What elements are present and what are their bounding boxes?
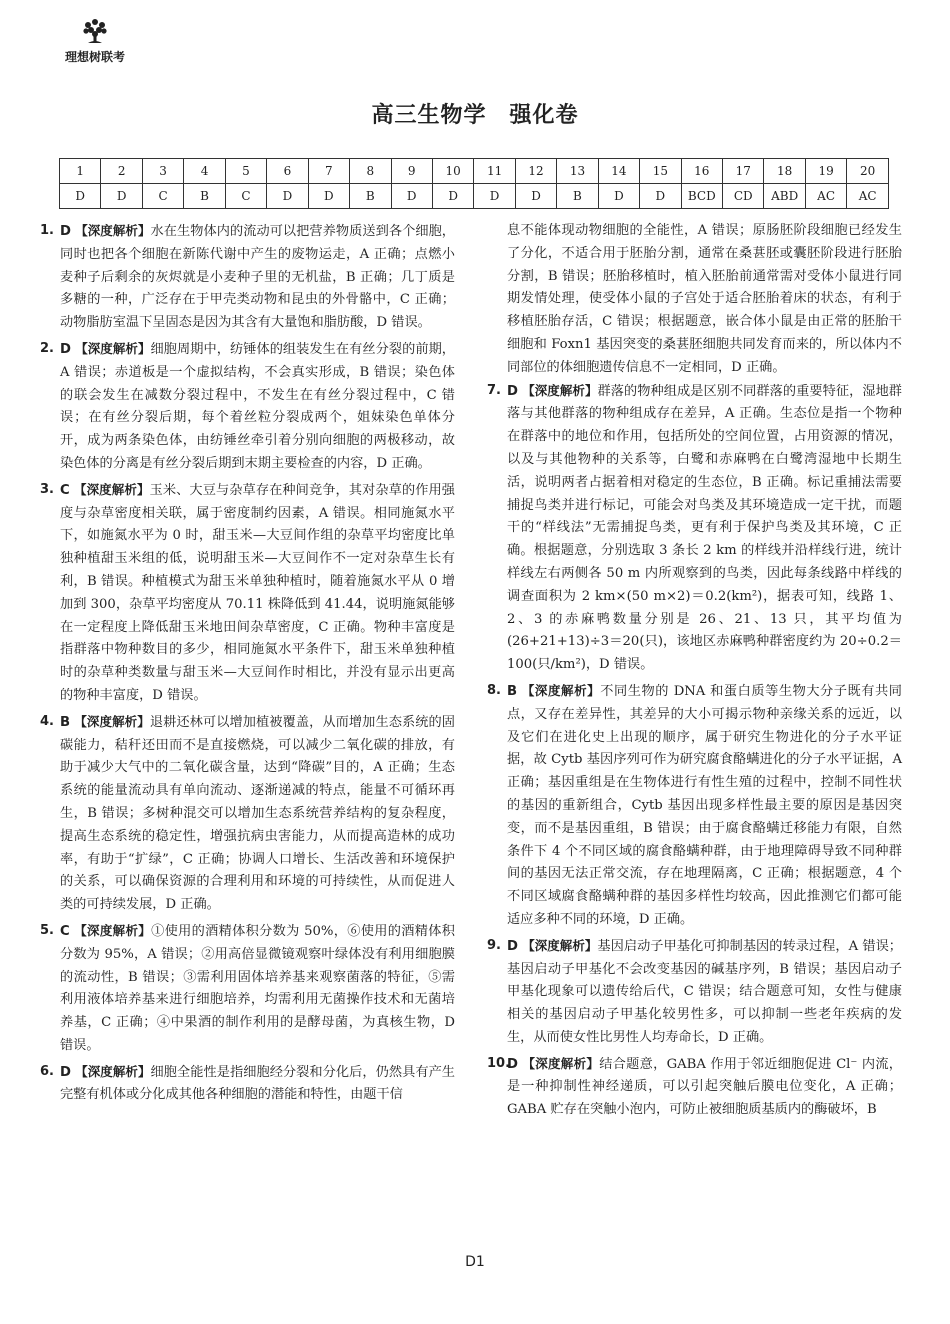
explanation-ans: D	[60, 224, 71, 239]
explanation-tag: 【深度解析】	[75, 1063, 151, 1079]
explanation-ans: B	[507, 683, 518, 699]
question-number-cell-17: 17	[723, 159, 764, 184]
explanation-text: 水在生物体内的流动可以把营养物质送到各个细胞，同时也把各个细胞在新陈代谢中产生的废物运走，A 正确；点燃小麦种子后剩余的灰烬就是小麦种子里的无机盐，B 正确；几丁质是多糖的一种，广泛存在于甲壳类动物和昆虫的外骨骼中，C 正确；动物脂肪室温下呈固态是因为其含有大量饱和脂肪酸，D 错误。	[60, 224, 455, 331]
question-number-cell-5: 5	[225, 159, 266, 184]
answer-cell-15: D	[640, 184, 681, 209]
answer-table-answers-row	[60, 184, 889, 209]
explanation-ans: C	[60, 482, 70, 498]
question-number-cell-19: 19	[805, 159, 846, 184]
right-column-items	[487, 380, 902, 1123]
explanation-num: 9.	[487, 937, 501, 953]
page-title: 高三生物学 强化卷	[371, 102, 579, 128]
answer-cell-13: B	[557, 184, 598, 209]
explanation-tag: 【深度解析】	[75, 340, 151, 356]
question-number-cell-10: 10	[432, 159, 473, 184]
question-number-cell-16: 16	[681, 159, 722, 184]
answer-explanation-item	[40, 920, 455, 1058]
page-number: D1	[465, 1254, 485, 1270]
explanation-tag: 【深度解析】	[75, 223, 151, 238]
question-number-cell-15: 15	[640, 159, 681, 184]
question-number-cell-2: 2	[101, 159, 142, 184]
question-number-cell-1: 1	[60, 159, 101, 184]
answer-explanation-item	[487, 680, 902, 932]
answer-cell-14: D	[598, 184, 639, 209]
answer-cell-9: D	[391, 184, 432, 209]
explanation-tag: 【深度解析】	[522, 382, 598, 398]
explanation-num: 7.	[487, 382, 501, 398]
question-number-cell-20: 20	[847, 159, 889, 184]
explanation-ans: D	[60, 341, 71, 357]
right-column	[487, 220, 902, 1125]
explanation-tag: 【深度解析】	[74, 713, 150, 729]
answer-cell-18: ABD	[764, 184, 805, 209]
answer-cell-1: D	[60, 184, 101, 209]
answer-explanation-item	[40, 479, 455, 708]
brand-name: 理想树联考	[64, 50, 125, 64]
answer-cell-10: D	[432, 184, 473, 209]
question-number-cell-6: 6	[267, 159, 308, 184]
answer-cell-6: D	[267, 184, 308, 209]
answer-cell-20: AC	[847, 184, 889, 209]
explanation-tag: 【深度解析】	[522, 937, 598, 953]
explanation-num: 6.	[40, 1063, 54, 1079]
question-number-cell-14: 14	[598, 159, 639, 184]
answer-table	[59, 158, 889, 209]
explanation-num: 1.	[40, 223, 54, 238]
question-number-cell-11: 11	[474, 159, 515, 184]
question-number-cell-7: 7	[308, 159, 349, 184]
answer-table-numbers-row	[60, 159, 889, 184]
answer-explanation-item	[487, 935, 902, 1050]
answer-explanation-item	[40, 1061, 455, 1108]
answer-cell-3: C	[142, 184, 183, 209]
explanation-num: 2.	[40, 340, 54, 356]
question-number-cell-12: 12	[515, 159, 556, 184]
answer-cell-7: D	[308, 184, 349, 209]
explanation-ans: D	[507, 938, 518, 954]
answer-explanation-item	[487, 1053, 902, 1122]
question-number-cell-3: 3	[142, 159, 183, 184]
explanation-ans: C	[60, 923, 70, 939]
answer-cell-4: B	[184, 184, 225, 209]
answer-cell-16: BCD	[681, 184, 722, 209]
explanation-ans: B	[60, 714, 71, 730]
explanation-text: 不同生物的 DNA 和蛋白质等生物大分子既有共同点，又存在差异性，其差异的大小可揭示物种亲缘关系的远近，以及它们在进化史上出现的顺序，属于研究生物进化的分子水平证据，故 Cytb 基因序列可作为研究腐食酪螨进化的分子水平证据，A 正确；基因重组是在生物体进行有性生殖的过程中，控制不同性状的基因的重新组合，Cytb 基因出现多样性最主要的原因是基因突变，而不是基因重组，B 错误；由于腐食酪螨迁移能力有限，自然条件下 4 个不同区域的腐食酪螨种群，由于地理障碍导致不同种群间的基因无法正常交流，存在地理隔离，C 正确；根据题意，4 个不同区域腐食酪螨种群的基因多样性均较高，因此推测它们都可能适应多种不同的环境，D 正确。	[507, 683, 902, 927]
explanation-num: 8.	[487, 682, 501, 698]
answer-cell-8: B	[350, 184, 391, 209]
explanation-ans: D	[60, 1064, 71, 1080]
explanation-text: 群落的物种组成是区别不同群落的重要特征，湿地群落与其他群落的物种组成存在差异，A 正确。生态位是指一个物种在群落中的地位和作用，包括所处的空间位置，占用资源的情况，以及与其他物种的关系等，白鹭和赤麻鸭在白鹭湾湿地中长期生活，说明两者占据着相对稳定的生态位，B 正确。标记重捕法需要捕捉鸟类并进行标记，可能会对鸟类及其环境造成一定干扰，而题干的“样线法”无需捕捉鸟类，更有利于保护鸟类及其环境，C 正确。根据题意，分别选取 3 条长 2 km 的样线并沿样线行进，统计样线左右两侧各 50 m 内所观察到的鸟类，因此每条线路中样线的调查面积为 2 km×(50 m×2)＝0.2(km²)，据表可知，线路 1、2、3 的赤麻鸭数量分别是 26、21、13 只，其平均值为(26+21+13)÷3＝20(只)，该地区赤麻鸭种群密度约为 20÷0.2＝100(只/km²)，D 错误。	[507, 383, 902, 673]
question-number-cell-13: 13	[557, 159, 598, 184]
answer-explanation-item	[40, 711, 455, 917]
answer-explanation-item	[487, 380, 902, 677]
answer-cell-12: D	[515, 184, 556, 209]
question-number-cell-4: 4	[184, 159, 225, 184]
answer-cell-11: D	[474, 184, 515, 209]
explanation-num: 5.	[40, 922, 54, 938]
answer-cell-19: AC	[805, 184, 846, 209]
explanation-text: 细胞周期中，纺锤体的组装发生在有丝分裂的前期，A 错误；赤道板是一个虚拟结构，不会真实形成，B 错误；染色体的联会发生在减数分裂过程中，不发生在有丝分裂过程中，C 错误；在有丝分裂后期，每个着丝粒分裂成两个，姐妹染色单体分开，成为两条染色体，由纺锤丝牵引着分别向细胞的两极移动，故染色体的分离是有丝分裂后期到末期主要检查的内容，D 正确。	[60, 341, 455, 471]
explanation-ans: D	[507, 1056, 518, 1072]
explanation-num: 3.	[40, 481, 54, 497]
continued-answer-6: 息不能体现动物细胞的全能性，A 错误；原肠胚阶段细胞已经发生了分化，不适合用于胚胎分割，通常在桑葚胚或囊胚阶段进行胚胎分割，B 错误；胚胎移植时，植入胚胎前通常需对受体小鼠进行同期发情处理，使受体小鼠的子宫处于适合胚胎着床的状态，有利于移植胚胎存活，C 错误；根据题意，嵌合体小鼠是由正常的胚胎干细胞和 Foxn1 基因突变的桑葚胚细胞共同发育而来的，所以体内不同部位的体细胞遗传信息不一定相同，D 正确。	[507, 223, 902, 375]
logo	[40, 18, 150, 65]
question-number-cell-8: 8	[350, 159, 391, 184]
explanation-ans: D	[507, 383, 518, 399]
explanation-text: 基因启动子甲基化可抑制基因的转录过程，A 错误；基因启动子甲基化不会改变基因的碱基序列，B 错误；基因启动子甲基化现象可以遗传给后代，C 错误；结合题意可知，女性与健康相关的基因启动子甲基化较男性多，可以抑制一些老年疾病的发生，从而使女性比男性人均寿命长，D 正确。	[507, 938, 902, 1045]
explanation-text: 退耕还林可以增加植被覆盖，从而增加生态系统的固碳能力，秸秆还田而不是直接燃烧，可以减少二氧化碳的排放，有助于减少大气中的二氧化碳含量，达到“降碳”目的，A 正确；生态系统的能量流动具有单向流动、逐渐递减的特点，能量不可循环再生，B 错误；多树种混交可以增加生态系统营养结构的复杂程度，提高生态系统的稳定性，增强抗病虫害能力，从而提高造林的成功率，有助于“扩绿”，C 正确；协调人口增长、生活改善和环境保护的关系，可以确保资源的合理利用和环境的可持续性，从而促进人类的可持续发展，D 正确。	[60, 714, 455, 913]
explanation-text: 结合题意，GABA 作用于邻近细胞促进 Cl⁻ 内流，是一种抑制性神经递质，可以引起突触后膜电位变化，A 正确；GABA 贮存在突触小泡内，可防止被细胞质基质内的酶破坏，B	[507, 1056, 902, 1118]
explanation-text: ①使用的酒精体积分数为 50%，⑥使用的酒精体积分数为 95%，A 错误；②用高倍显微镜观察叶绿体没有利用细胞膜的流动性，B 错误；③需利用固体培养基来观察菌落的特征，⑤需利用液体培养基来进行细胞培养，均需利用无菌操作技术和无菌培养基，C 正确；④中果酒的制作利用的是酵母菌，为真核生物，D 错误。	[60, 923, 455, 1053]
answer-explanation-item	[40, 338, 455, 476]
answer-cell-17: CD	[723, 184, 764, 209]
question-number-cell-9: 9	[391, 159, 432, 184]
explanation-num: 10.	[487, 1055, 511, 1071]
explanation-tag: 【深度解析】	[73, 481, 150, 497]
tree-crest-icon	[82, 18, 108, 46]
question-number-cell-18: 18	[764, 159, 805, 184]
explanation-num: 4.	[40, 713, 54, 729]
answer-explanation-item	[40, 220, 455, 335]
explanation-text: 细胞全能性是指细胞经分裂和分化后，仍然具有产生完整有机体或分化成其他各种细胞的潜能和特性，由题干信	[60, 1064, 455, 1103]
answer-cell-2: D	[101, 184, 142, 209]
answer-cell-5: C	[225, 184, 266, 209]
explanation-tag: 【深度解析】	[522, 1055, 600, 1071]
explanation-tag: 【深度解析】	[74, 922, 152, 938]
explanation-text: 玉米、大豆与杂草存在种间竞争，其对杂草的作用强度与杂草密度相关联，属于密度制约因素，A 错误。相同施氮水平下，如施氮水平为 0 时，甜玉米—大豆间作组的杂草平均密度比单独种植甜玉米组的低，说明甜玉米—大豆间作不一定对杂草生长有利，B 错误。种植模式为甜玉米单独种植时，随着施氮水平从 0 增加到 300，杂草平均密度从 70.11 株降低到 41.44，说明施氮能够在一定程度上降低甜玉米地田间杂草密度，C 正确。物种丰富度是指群落中物种数目的多少，相同施氮水平条件下，甜玉米单独种植时的杂草种类数量与甜玉米—大豆间作时相比，并没有显示出更高的物种丰富度，D 错误。	[60, 482, 455, 703]
left-column	[40, 220, 455, 1110]
explanation-tag: 【深度解析】	[521, 682, 601, 698]
